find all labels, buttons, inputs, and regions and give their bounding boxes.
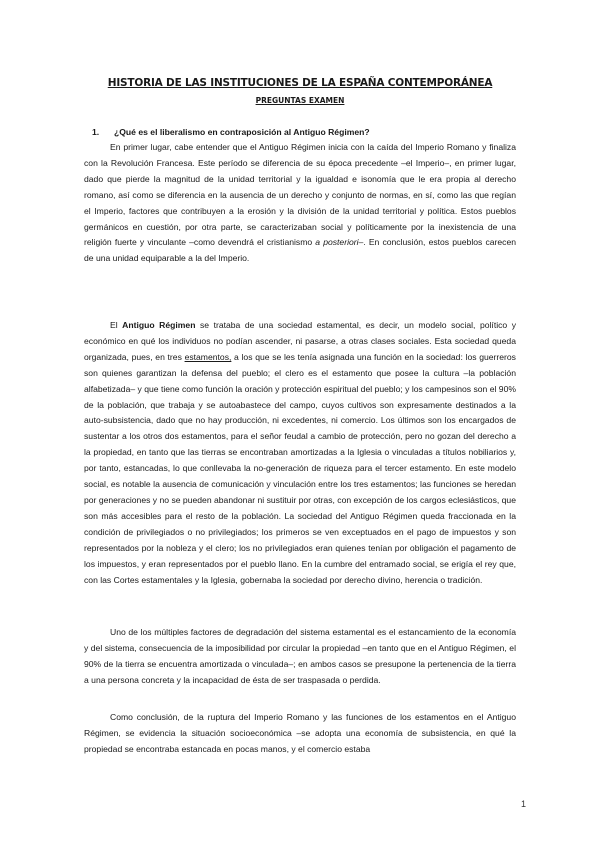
paragraph-antiguo-regimen-mid: se trataba de una sociedad estamental, es decir, un modelo social, político y económico en qué los individuos no podían ascender, ni pasarse, a otras clases sociales. Esta sociedad queda organizada, pues, en tres <box>84 320 517 362</box>
paragraph-antiguo-regimen-end: a los que se les tenía asignada una función en la sociedad: los guerreros son quienes garantizan la defensa del pueblo; el clero es el estamento que posee la cultura –la población alfabetizada– y que tiene como función la oración y protección espiritual del pueblo; y los campesinos son el 90% de la población, que trabaja y se autoabastece del campo, cuyos cultivos son expresamente destinados a la auto-subsistencia, dado que no hay producción, ni excedentes, ni comercio. Los últimos son los encargados de sustentar a los otros dos estamentos, para el señor feudal a cambio de protección, pero no gozan del derecho a la propiedad, en tanto que las tierras se encontraban amortizadas a la Iglesia o vinculadas a títulos nobiliarios y, por tanto, estancadas, lo que conllevaba la no-generación de riqueza para el tercer estamento. En este modelo social, es notable la ausencia de comunicación y vinculación entre los tres estamentos; las funciones se heredan por generaciones y no se pueden abandonar ni sustituir por otras, con excepción de los cargos eclesiásticos, que son más accesibles para el resto de la población. La sociedad del Antiguo Régimen queda fraccionada en la condición de privilegiados o no privilegiados; los primeros se ven exceptuados en el pago de impuestos y son representados por la nobleza y el clero; los no privilegiados eran quienes tenían por obligación el pagamento de los impuestos, y eran representados por el pueblo llano. En la cumbre del entramado social, se erigía el rey que, con las Cortes estamentales y la Iglesia, gobernaba la sociedad por derecho divino, herencia o tradición. <box>84 351 516 585</box>
italic-term: a posteriori <box>315 237 359 248</box>
bold-term: Antiguo Régimen <box>122 320 196 330</box>
question-number: 1. <box>92 127 100 137</box>
page-number: 1 <box>520 799 526 809</box>
question-text: ¿Qué es el liberalismo en contraposición al Antiguo Régimen? <box>114 127 370 137</box>
paragraph-antiguo-regimen-start: El <box>110 320 123 330</box>
underlined-term: estamentos, <box>184 351 232 362</box>
document-title: HISTORIA DE LAS INSTITUCIONES DE LA ESPAÑA CONTEMPORÁNEA <box>107 77 493 89</box>
question-heading <box>92 127 532 137</box>
paragraph-intro-end: –. En conclusión, estos pueblos carecen de una unidad equiparable a la del Imperio. <box>84 237 517 264</box>
paragraph-intro-text: En primer lugar, cabe entender que el Antiguo Régimen inicia con la caída del Imperio Romano y finaliza con la Revolución Francesa. Este período se diferencia de su época precedente –el Imperio–, en primer lugar, dado que pierde la magnitud de la unidad territorial y la igualdad e isonomía que le era propia al derecho romano, así como se diferencia en la ausencia de un derecho y conjunto de normas, en sí, como las que regían el Imperio, factores que contribuyen a la erosión y la división de la unidad territorial y política. Estos pueblos germánicos en cuestión, por otra parte, se caracterizaban social y políticamente por la inexistencia de una religión fuerte y vinculante –como devendrá el cristianismo <box>84 142 516 248</box>
document-subtitle: PREGUNTAS EXAMEN <box>255 96 345 105</box>
paragraph-conclusion: Como conclusión, de la ruptura del Imperio Romano y las funciones de los estamentos en el Antiguo Régimen, se evidencia la situación socioeconómica –se adopta una economía de subsistencia, en qué la propiedad se encontraba estancada en pocas manos, y el comercio estaba <box>84 712 516 754</box>
paragraph-antiguo-regimen <box>84 318 516 588</box>
paragraph-degradacion: Uno de los múltiples factores de degradación del sistema estamental es el estancamiento de la economía y del sistema, consecuencia de la imposibilidad por circular la propiedad –en tanto que en el Antiguo Régimen, el 90% de la tierra se encuentra amortizada o vinculada–; en ambos casos se presupone la pertenencia de la tierra a una persona concreta y la incapacidad de ésta de ser traspasada o perdida. <box>84 627 516 685</box>
paragraph-intro <box>84 140 516 267</box>
